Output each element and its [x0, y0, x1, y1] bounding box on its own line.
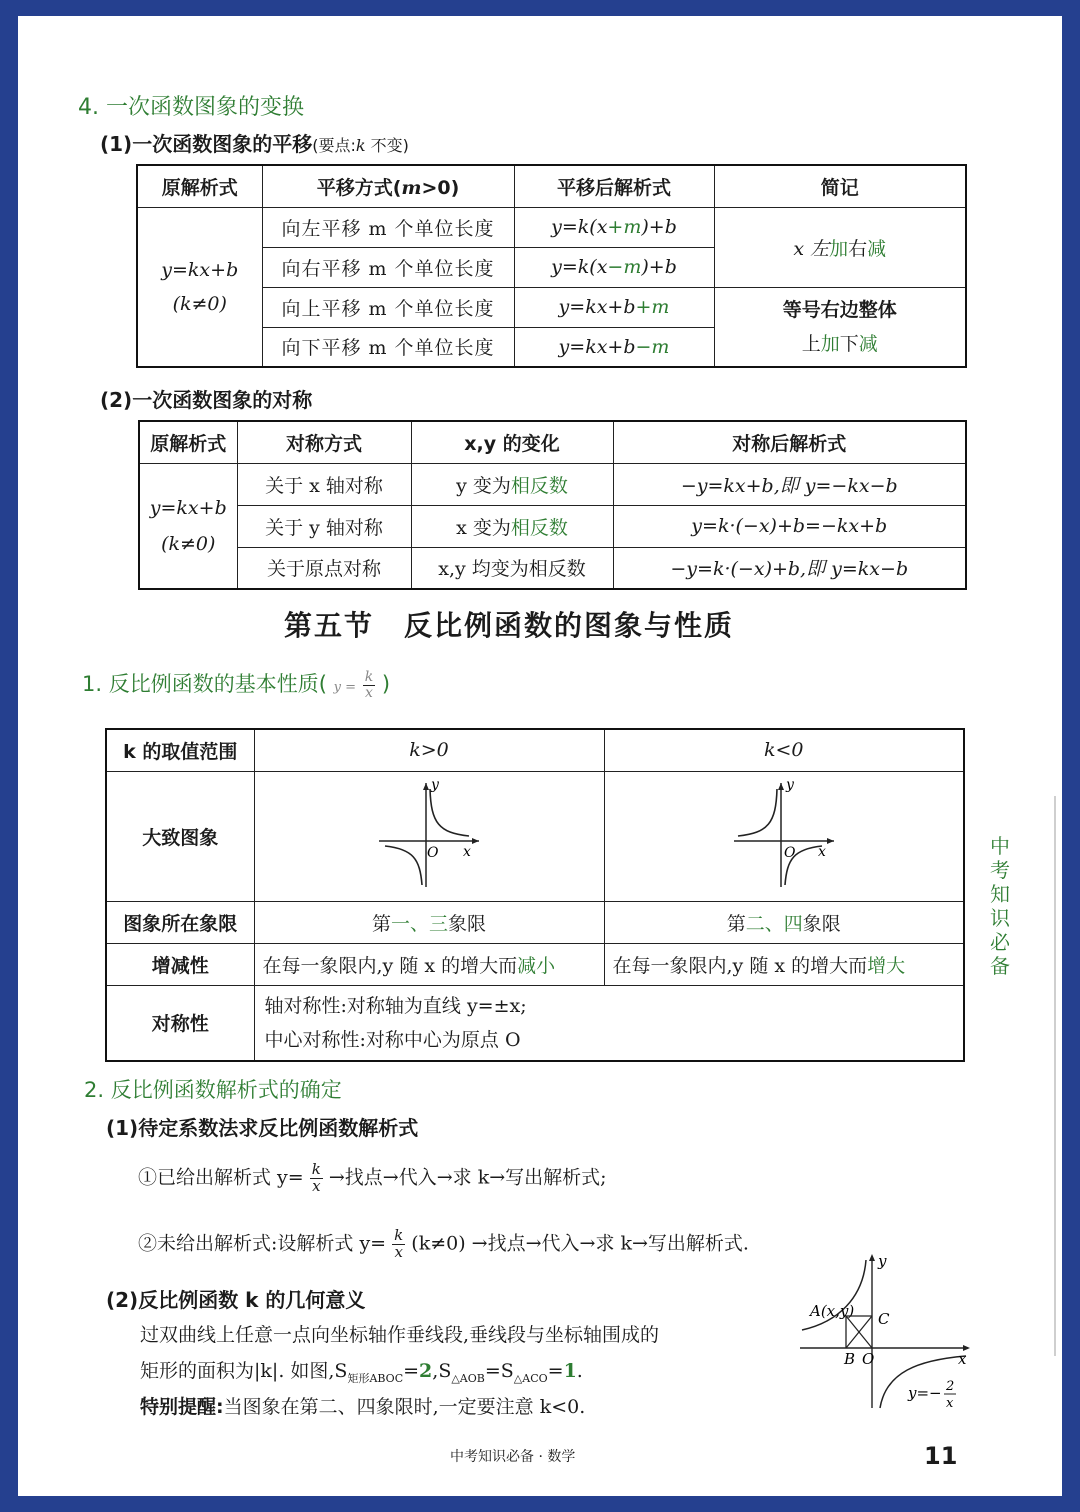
side-char: 中 [990, 834, 1010, 858]
graph-k-negative [724, 775, 844, 893]
p2-e: = [547, 1360, 564, 1382]
reminder-text: 当图象在第二、四象限时,一定要注意 k<0. [223, 1396, 586, 1418]
heading-number: 2. [84, 1078, 105, 1102]
x-label: x [463, 843, 471, 860]
memo-vertical [714, 287, 966, 367]
p2-v1: 2 [419, 1360, 433, 1382]
result-pre: y=k(x [551, 216, 608, 238]
sym-header-method: 对称方式 [237, 421, 411, 463]
y-axis-arrow [869, 1254, 875, 1261]
memo-v-d: 减 [858, 332, 878, 355]
memo-horizontal [714, 207, 966, 287]
result-down [514, 327, 714, 367]
p2-sub2: △AOB [451, 1371, 485, 1385]
side-divider [1054, 796, 1056, 1356]
header-memo: 简记 [714, 165, 966, 207]
header-method-text: 平移方式( [316, 176, 402, 199]
result-pre: y=kx+b [558, 296, 636, 318]
section-4-heading [78, 90, 304, 121]
item-text-a: ①已给出解析式 y= [138, 1166, 304, 1189]
change-a: x 变为 [456, 516, 511, 539]
page-number: 11 [924, 1442, 958, 1470]
sym-change-x [411, 463, 613, 505]
result-post: )+b [641, 216, 677, 238]
side-label [986, 834, 1014, 978]
geometry-paragraph-2 [140, 1356, 583, 1386]
mono-a: 在每一象限内,y 随 x 的增大而 [262, 954, 518, 977]
result-highlight: −m [607, 256, 642, 278]
sym-result-y: y=k·(−x)+b=−kx+b [613, 505, 966, 547]
quadrant-negative [604, 901, 964, 943]
formula-den: x [364, 684, 373, 701]
sym-header-change: x,y 的变化 [411, 421, 613, 463]
sym-change-origin: x,y 均变为相反数 [411, 547, 613, 589]
monotonic-positive [254, 943, 604, 985]
mono-b: 减小 [517, 954, 556, 977]
page [18, 16, 1062, 1496]
p2-f: . [576, 1360, 583, 1382]
item-text-a: ②未给出解析式:设解析式 y= [138, 1232, 387, 1255]
mono-a: 在每一象限内,y 随 x 的增大而 [612, 954, 868, 977]
formula-y: y = [333, 680, 356, 695]
method-item-2 [138, 1228, 749, 1261]
translation-table [136, 164, 967, 368]
subheading-label: (1)一次函数图象的平移 [100, 132, 313, 156]
subheading-translation [100, 128, 409, 157]
item-text-b: (k≠0) →找点→代入→求 k→写出解析式. [411, 1232, 749, 1255]
point-a-label: A(x,y) [810, 1302, 855, 1320]
memo-v-c: 下 [839, 332, 859, 355]
quad-c: 象限 [448, 912, 487, 935]
quadrant-row-label: 图象所在象限 [106, 901, 254, 943]
center-symmetry: 中心对称性:对称中心为原点 O [264, 1028, 521, 1051]
graph-row-label: 大致图象 [106, 771, 254, 901]
mono-b: 增大 [867, 954, 906, 977]
original-formula-cell [137, 207, 262, 367]
method-down: 向下平移 m 个单位长度 [262, 327, 514, 367]
quad-a: 第 [371, 912, 391, 935]
subheading-symmetry: (2)一次函数图象的对称 [100, 388, 313, 412]
symmetry-cell [254, 985, 964, 1061]
result-highlight: −m [635, 335, 670, 358]
x-axis-arrow [472, 838, 479, 844]
result-highlight: +m [635, 296, 670, 318]
memo-v-b: 加 [820, 332, 840, 355]
section-2-heading [84, 1074, 342, 1104]
p2-sub1: 矩形ABOC [347, 1371, 404, 1385]
axis-symmetry: 轴对称性:对称轴为直线 y=±x; [264, 994, 527, 1017]
monotonic-negative [604, 943, 964, 985]
graph-positive-cell [254, 771, 604, 901]
p2-d: =S [484, 1360, 514, 1382]
origin-label: O [427, 844, 439, 861]
sym-change-y [411, 505, 613, 547]
sym-original-condition: (k≠0) [161, 532, 216, 555]
side-char: 考 [990, 858, 1010, 882]
heading-text: 反比例函数解析式的确定 [110, 1078, 342, 1102]
sym-header-result: 对称后解析式 [613, 421, 966, 463]
change-a: y 变为 [456, 474, 511, 497]
p2-sub3: △ACO [513, 1371, 548, 1385]
method-up: 向上平移 m 个单位长度 [262, 287, 514, 327]
sym-result-x: −y=kx+b,即 y=−kx−b [613, 463, 966, 505]
symmetry-row-label: 对称性 [106, 985, 254, 1061]
y-axis-arrow [778, 783, 784, 790]
curve-quadrant-1 [430, 789, 469, 836]
curve-quadrant-3 [385, 846, 422, 885]
side-char: 必 [990, 930, 1010, 954]
method-right: 向右平移 m 个单位长度 [262, 247, 514, 287]
p2-a: 矩形的面积为|k|. 如图,S [140, 1360, 348, 1382]
memo-d: 减 [867, 237, 887, 260]
special-reminder [140, 1392, 585, 1419]
p2-v2: 1 [563, 1360, 577, 1382]
subheading-geometry: (2)反比例函数 k 的几何意义 [106, 1288, 366, 1312]
x-label: x [958, 1350, 967, 1368]
frac-num: k [394, 1226, 404, 1244]
section-1-heading [82, 668, 390, 700]
function-label: y=− [908, 1384, 942, 1402]
header-result: 平移后解析式 [514, 165, 714, 207]
point-c-label: C [878, 1310, 890, 1328]
sym-method-origin: 关于原点对称 [237, 547, 411, 589]
sym-method-x: 关于 x 轴对称 [237, 463, 411, 505]
subheading-note: (要点: [312, 136, 356, 155]
heading-number: 1. [82, 672, 103, 696]
reminder-label: 特别提醒: [140, 1396, 224, 1418]
point-b-label: B [844, 1350, 856, 1368]
side-char: 备 [990, 954, 1010, 978]
memo-vertical-line1: 等号右边整体 [782, 298, 897, 321]
memo-vertical-line2 [715, 327, 966, 361]
quad-b: 二、四 [745, 912, 803, 935]
memo-c: 右 [848, 237, 868, 260]
symmetry-table [138, 420, 967, 590]
section-title: 第五节 反比例函数的图象与性质 [284, 609, 735, 642]
result-up [514, 287, 714, 327]
original-formula: y=kx+b [161, 258, 239, 281]
memo-b: 加 [829, 237, 849, 260]
subheading-note-end: 不变) [365, 136, 409, 155]
item-fraction [392, 1228, 405, 1261]
x-axis-arrow [827, 838, 834, 844]
inverse-function-table [105, 728, 965, 1062]
y-label: y [878, 1252, 887, 1270]
item-text-b: →找点→代入→求 k→写出解析式; [328, 1166, 607, 1189]
formula-num: k [364, 668, 374, 685]
method-item-1 [138, 1162, 607, 1195]
item-fraction [310, 1162, 323, 1195]
result-pre: y=kx+b [558, 335, 636, 358]
result-pre: y=k(x [551, 256, 608, 278]
result-left [514, 207, 714, 247]
function-num: 2 [946, 1379, 955, 1394]
y-label: y [431, 776, 439, 793]
header-original: 原解析式 [137, 165, 262, 207]
origin-label: O [862, 1350, 875, 1368]
subheading-k: k [355, 136, 366, 155]
quad-a: 第 [726, 912, 746, 935]
formula-fraction [363, 670, 375, 700]
sym-result-origin: −y=k·(−x)+b,即 y=kx−b [613, 547, 966, 589]
side-char: 知 [990, 882, 1010, 906]
heading-text: 反比例函数的基本性质( [108, 672, 327, 696]
memo-v-a: 上 [801, 332, 821, 355]
change-b: 相反数 [510, 516, 568, 539]
frac-num: k [311, 1160, 321, 1178]
graph-negative-cell [604, 771, 964, 901]
footer-text: 中考知识必备 · 数学 [450, 1449, 576, 1465]
quad-c: 象限 [802, 912, 841, 935]
header-method [262, 165, 514, 207]
sym-original-formula: y=kx+b [149, 496, 227, 519]
curve-quadrant-2 [738, 789, 777, 836]
heading-number: 4. [78, 95, 99, 120]
result-highlight: +m [607, 216, 642, 238]
original-condition: (k≠0) [172, 292, 227, 315]
geometry-paragraph-1: 过双曲线上任意一点向坐标轴作垂线段,垂线段与坐标轴围成的 [140, 1324, 660, 1346]
sym-header-original: 原解析式 [139, 421, 237, 463]
frac-den: x [312, 1176, 321, 1195]
quad-b: 一、三 [390, 912, 448, 935]
heading-text: 一次函数图象的变换 [106, 95, 305, 120]
side-char: 识 [990, 906, 1010, 930]
p2-b: = [403, 1360, 420, 1382]
change-b: 相反数 [510, 474, 568, 497]
method-left: 向左平移 m 个单位长度 [262, 207, 514, 247]
k-positive-header: k>0 [254, 729, 604, 771]
result-post: )+b [641, 256, 677, 278]
subheading-undetermined: (1)待定系数法求反比例函数解析式 [106, 1116, 419, 1140]
y-axis-arrow [423, 783, 429, 790]
quadrant-positive [254, 901, 604, 943]
k-range-header: k 的取值范围 [106, 729, 254, 771]
geometry-figure [788, 1252, 978, 1412]
monotonic-row-label: 增减性 [106, 943, 254, 985]
header-method-cond: >0) [421, 176, 460, 199]
graph-k-positive [369, 775, 489, 893]
p2-c: ,S [432, 1360, 452, 1382]
heading-end: ) [381, 672, 391, 696]
memo-a: x 左 [793, 237, 830, 260]
sym-method-y: 关于 y 轴对称 [237, 505, 411, 547]
origin-label: O [783, 844, 796, 861]
x-label: x [817, 843, 826, 860]
function-den: x [946, 1396, 954, 1411]
y-label: y [785, 776, 794, 793]
result-right [514, 247, 714, 287]
k-negative-header: k<0 [604, 729, 964, 771]
header-method-m: m [401, 176, 422, 199]
frac-den: x [394, 1242, 403, 1261]
sym-original-cell [139, 463, 237, 589]
